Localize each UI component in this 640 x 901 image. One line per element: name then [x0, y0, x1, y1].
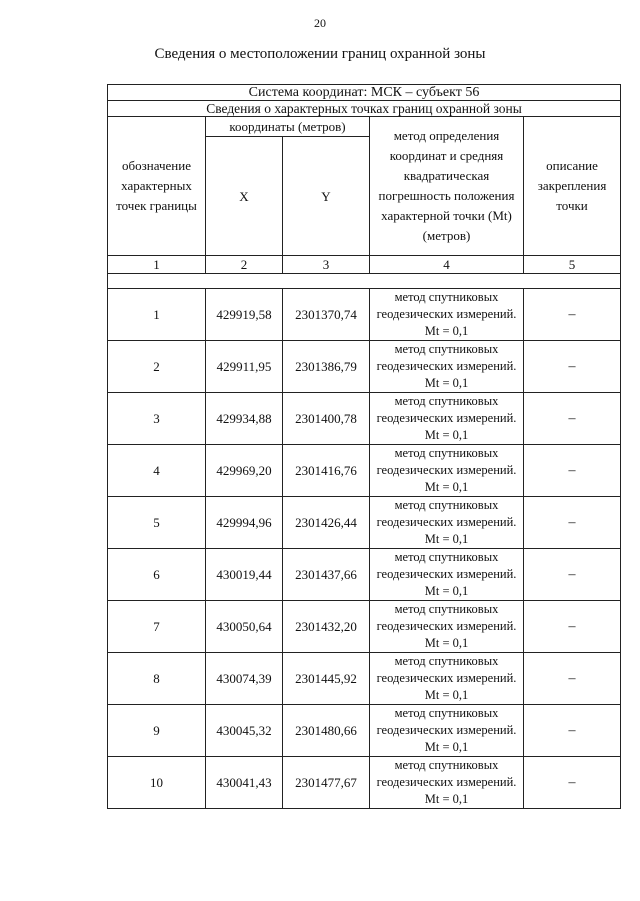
description-cell: – [524, 497, 621, 549]
col-header-x: X [206, 137, 283, 256]
column-number-row [108, 256, 621, 274]
y-coordinate-cell: 2301386,79 [283, 341, 370, 393]
table-row [108, 445, 621, 497]
x-coordinate-cell: 429919,58 [206, 289, 283, 341]
col-header-description [524, 117, 621, 256]
method-cell: метод спутниковых геодезических измерений. Mt = 0,1 [370, 341, 524, 393]
column-number: 2 [206, 256, 283, 274]
table-subheader: Сведения о характерных точках границ охранной зоны [108, 101, 621, 117]
table-row [108, 549, 621, 601]
document-title: Сведения о местоположении границ охранной зоны [154, 46, 486, 62]
blank-row [108, 274, 621, 289]
col-header-y: Y [283, 137, 370, 256]
column-number: 4 [370, 256, 524, 274]
column-number: 5 [524, 256, 621, 274]
col-header-method-label: метод определения координат и средняя квадратическая погрешность положения характерной точки (Mt) (метров) [378, 128, 515, 243]
y-coordinate-cell: 2301437,66 [283, 549, 370, 601]
method-cell: метод спутниковых геодезических измерений. Mt = 0,1 [370, 393, 524, 445]
method-cell: метод спутниковых геодезических измерений. Mt = 0,1 [370, 757, 524, 809]
y-coordinate-cell: 2301426,44 [283, 497, 370, 549]
method-cell: метод спутниковых геодезических измерений. Mt = 0,1 [370, 601, 524, 653]
col-header-description-label: описание закрепления точки [537, 158, 607, 213]
x-coordinate-cell: 429934,88 [206, 393, 283, 445]
point-cell: 7 [108, 601, 206, 653]
x-coordinate-cell: 430045,32 [206, 705, 283, 757]
column-number: 3 [283, 256, 370, 274]
boundary-points-table [107, 84, 621, 809]
blank-cell [108, 274, 621, 289]
column-header-row [108, 117, 621, 137]
point-cell: 2 [108, 341, 206, 393]
table-row [108, 497, 621, 549]
description-cell: – [524, 601, 621, 653]
description-cell: – [524, 757, 621, 809]
col-header-coordinates: координаты (метров) [206, 117, 370, 137]
col-header-method [370, 117, 524, 256]
description-cell: – [524, 393, 621, 445]
table-row [108, 393, 621, 445]
y-coordinate-cell: 2301445,92 [283, 653, 370, 705]
y-coordinate-cell: 2301370,74 [283, 289, 370, 341]
point-cell: 5 [108, 497, 206, 549]
method-cell: метод спутниковых геодезических измерений. Mt = 0,1 [370, 445, 524, 497]
description-cell: – [524, 705, 621, 757]
description-cell: – [524, 445, 621, 497]
table-row [108, 601, 621, 653]
x-coordinate-cell: 430074,39 [206, 653, 283, 705]
method-cell: метод спутниковых геодезических измерений. Mt = 0,1 [370, 705, 524, 757]
y-coordinate-cell: 2301400,78 [283, 393, 370, 445]
table-row [108, 653, 621, 705]
point-cell: 9 [108, 705, 206, 757]
table-row [108, 341, 621, 393]
method-cell: метод спутниковых геодезических измерений. Mt = 0,1 [370, 549, 524, 601]
point-cell: 4 [108, 445, 206, 497]
x-coordinate-cell: 430019,44 [206, 549, 283, 601]
x-coordinate-cell: 429911,95 [206, 341, 283, 393]
table-row [108, 757, 621, 809]
point-cell: 6 [108, 549, 206, 601]
coordinate-system-header: Система координат: МСК – субъект 56 [108, 85, 621, 101]
description-cell: – [524, 549, 621, 601]
table-row [108, 289, 621, 341]
column-number: 1 [108, 256, 206, 274]
y-coordinate-cell: 2301477,67 [283, 757, 370, 809]
point-cell: 8 [108, 653, 206, 705]
subheader-row [108, 101, 621, 117]
point-cell: 3 [108, 393, 206, 445]
y-coordinate-cell: 2301480,66 [283, 705, 370, 757]
method-cell: метод спутниковых геодезических измерений. Mt = 0,1 [370, 497, 524, 549]
description-cell: – [524, 341, 621, 393]
point-cell: 1 [108, 289, 206, 341]
table-row [108, 705, 621, 757]
point-cell: 10 [108, 757, 206, 809]
x-coordinate-cell: 429994,96 [206, 497, 283, 549]
x-coordinate-cell: 430050,64 [206, 601, 283, 653]
page-number: 20 [314, 16, 326, 30]
x-coordinate-cell: 429969,20 [206, 445, 283, 497]
col-header-point [108, 117, 206, 256]
y-coordinate-cell: 2301416,76 [283, 445, 370, 497]
description-cell: – [524, 289, 621, 341]
method-cell: метод спутниковых геодезических измерений. Mt = 0,1 [370, 289, 524, 341]
coordinate-system-row [108, 85, 621, 101]
y-coordinate-cell: 2301432,20 [283, 601, 370, 653]
method-cell: метод спутниковых геодезических измерений. Mt = 0,1 [370, 653, 524, 705]
description-cell: – [524, 653, 621, 705]
x-coordinate-cell: 430041,43 [206, 757, 283, 809]
col-header-point-label: обозначение характерных точек границы [116, 158, 197, 213]
